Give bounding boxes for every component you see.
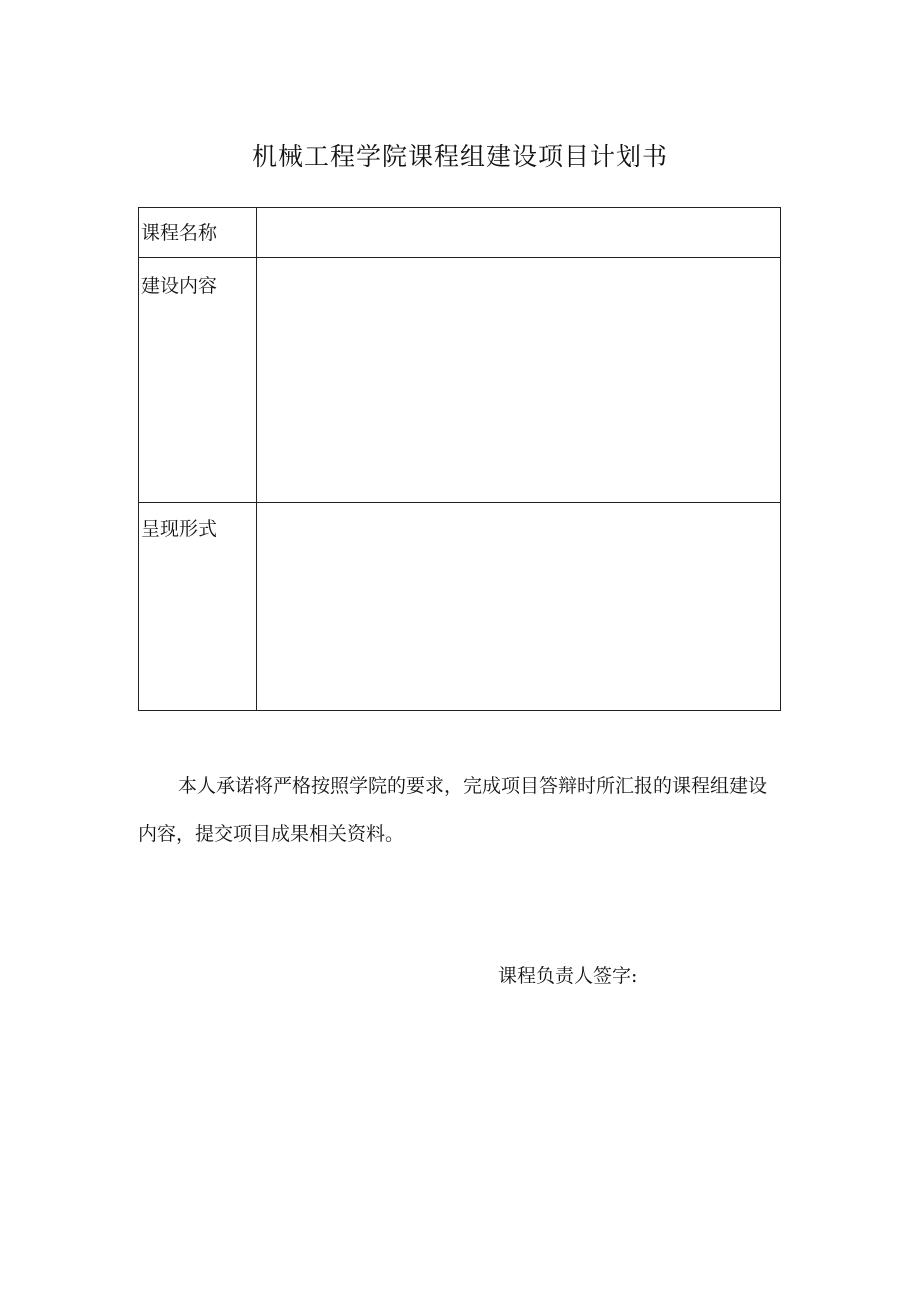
page-title: 机械工程学院课程组建设项目计划书 [251,142,668,171]
presentation-form-field[interactable] [257,503,781,711]
table-row-construction-content [139,258,781,503]
pledge-statement: 本人承诺将严格按照学院的要求，完成项目答辩时所汇报的课程组建设内容，提交项目成果相关资料。 [138,775,768,845]
construction-content-label: 建设内容 [139,258,257,503]
course-name-label: 课程名称 [139,208,257,258]
table-row-presentation-form [139,503,781,711]
signature-label: 课程负责人签字: [498,965,638,987]
project-plan-table [138,207,781,711]
course-name-field[interactable] [257,208,781,258]
construction-content-field[interactable] [257,258,781,503]
presentation-form-label: 呈现形式 [139,503,257,711]
table-row-course-name [139,208,781,258]
